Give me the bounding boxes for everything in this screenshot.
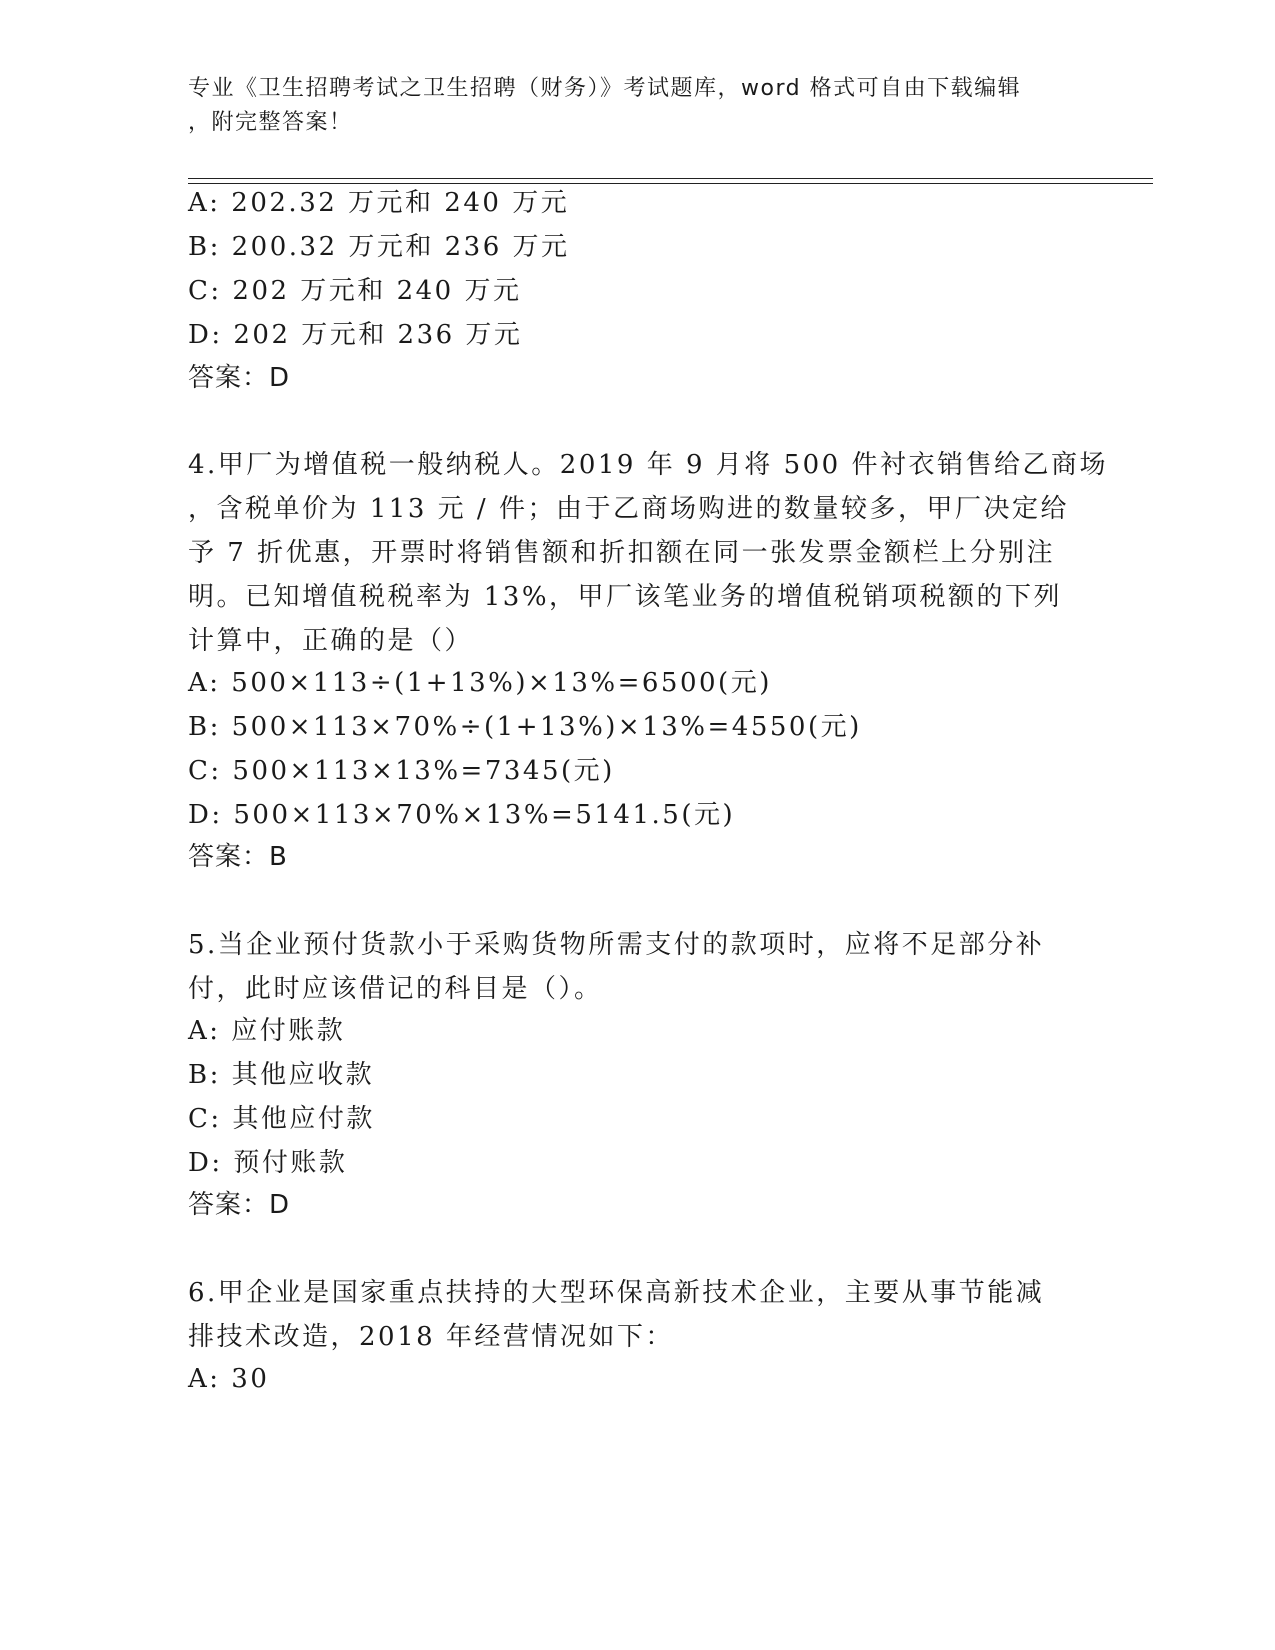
q3-option-b: B: 200.32 万元和 236 万元 [188,232,570,262]
header-rule-bottom [188,183,1153,184]
q3-answer: 答案：D [188,363,291,393]
q4-stem-line-1: 4.甲厂为增值税一般纳税人。2019 年 9 月将 500 件衬衣销售给乙商场 [188,450,1108,480]
q6-stem-line-1: 6.甲企业是国家重点扶持的大型环保高新技术企业，主要从事节能减 [188,1278,1045,1308]
q3-option-a: A: 202.32 万元和 240 万元 [188,188,570,218]
q5-stem-line-1: 5.当企业预付货款小于采购货物所需支付的款项时，应将不足部分补 [188,930,1045,960]
q5-answer: 答案：D [188,1190,291,1220]
header-line-1: 专业《卫生招聘考试之卫生招聘（财务）》考试题库，word 格式可自由下载编辑 [188,76,1022,101]
header-line-2: ，附完整答案！ [188,110,353,135]
q4-option-b: B: 500×113×70%÷(1+13%)×13%=4550(元) [188,712,862,742]
header-rule-top [188,178,1153,179]
q6-option-a: A: 30 [188,1364,270,1394]
q5-option-d: D: 预付账款 [188,1148,348,1178]
q3-option-d: D: 202 万元和 236 万元 [188,320,523,350]
q5-stem-line-2: 付，此时应该借记的科目是（）。 [188,974,603,1004]
q3-option-c: C: 202 万元和 240 万元 [188,276,522,306]
q6-stem-line-2: 排技术改造，2018 年经营情况如下： [188,1322,674,1352]
q4-stem-line-2: ，含税单价为 113 元 / 件；由于乙商场购进的数量较多，甲厂决定给 [188,494,1069,524]
q4-answer: 答案：B [188,842,288,872]
q4-option-c: C: 500×113×13%=7345(元) [188,756,615,786]
q5-option-c: C: 其他应付款 [188,1104,375,1134]
q4-option-d: D: 500×113×70%×13%=5141.5(元) [188,800,736,830]
document-header [188,72,1068,140]
q4-stem-line-4: 明。已知增值税税率为 13%，甲厂该笔业务的增值税销项税额的下列 [188,582,1063,612]
q4-option-a: A: 500×113÷(1+13%)×13%=6500(元) [188,668,772,698]
q4-stem-line-5: 计算中，正确的是（） [188,626,474,656]
q4-stem-line-3: 予 7 折优惠，开票时将销售额和折扣额在同一张发票金额栏上分别注 [188,538,1056,568]
q5-option-a: A: 应付账款 [188,1016,346,1046]
q5-option-b: B: 其他应收款 [188,1060,375,1090]
